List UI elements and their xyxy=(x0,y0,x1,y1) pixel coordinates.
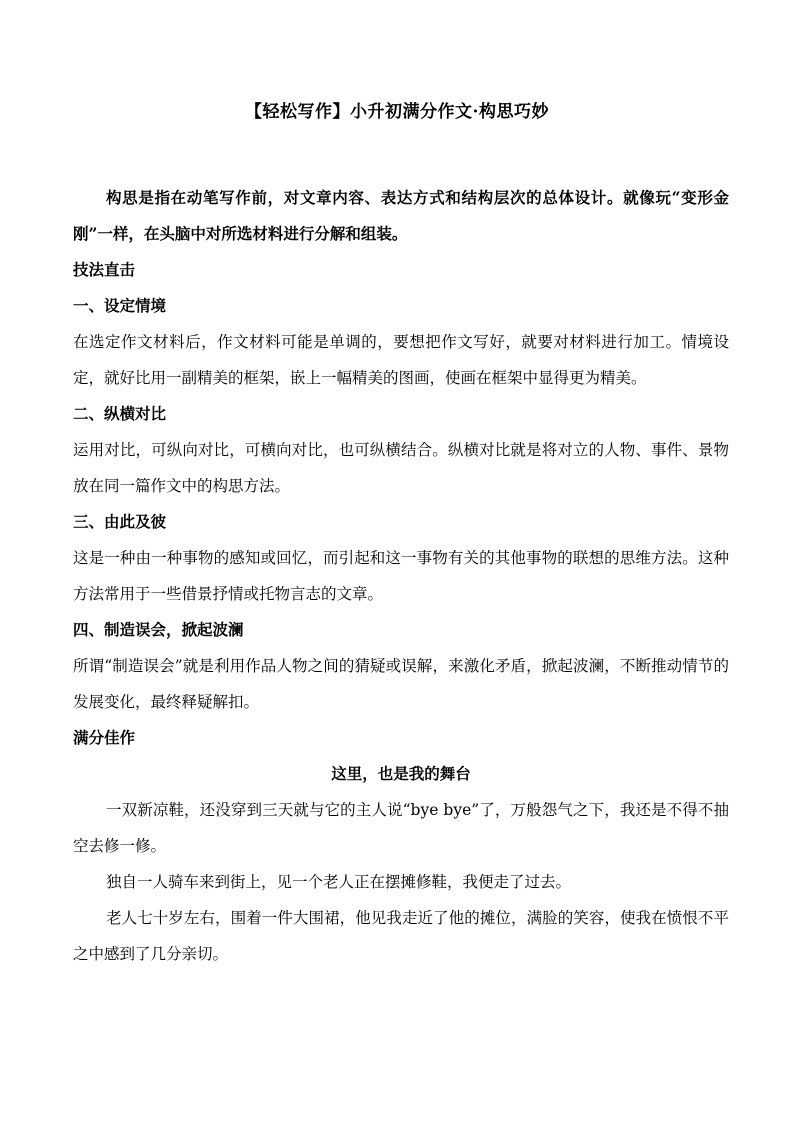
section-heading-techniques: 技法直击 xyxy=(73,260,136,279)
technique-heading-4: 四、制造误会，掀起波澜 xyxy=(73,620,244,639)
technique-heading-2: 二、纵横对比 xyxy=(73,404,167,423)
section-heading-essay: 满分佳作 xyxy=(73,728,136,747)
technique-body-1: 在选定作文材料后，作文材料可能是单调的，要想把作文写好，就要对材料进行加工。情境设定，就好比用一副精美的框架，嵌上一幅精美的图画，使画在框架中显得更为精美。 xyxy=(73,333,729,387)
essay-paragraph: 老人七十岁左右，围着一件大围裙，他见我走近了他的摊位，满脸的笑容，使我在愤恨不平之中感到了几分亲切。 xyxy=(73,909,729,963)
essay-paragraph: 独自一人骑车来到街上，见一个老人正在摆摊修鞋，我便走了过去。 xyxy=(106,873,572,891)
technique-body-2: 运用对比，可纵向对比，可横向对比，也可纵横结合。纵横对比就是将对立的人物、事件、景物放在同一篇作文中的构思方法。 xyxy=(73,441,729,495)
technique-heading-1: 一、设定情境 xyxy=(73,296,167,315)
intro-paragraph: 构思是指在动笔写作前，对文章内容、表达方式和结构层次的总体设计。就像玩“变形金刚”一样，在头脑中对所选材料进行分解和组装。 xyxy=(73,188,729,243)
essay-paragraph: 一双新凉鞋，还没穿到三天就与它的主人说“bye bye”了，万般怨气之下，我还是不得不抽空去修一修。 xyxy=(73,801,729,855)
document-title: 【轻松写作】小升初满分作文·构思巧妙 xyxy=(245,102,549,122)
technique-heading-3: 三、由此及彼 xyxy=(73,512,167,531)
technique-body-4: 所谓“制造误会”就是利用作品人物之间的猜疑或误解，来激化矛盾，掀起波澜，不断推动情节的发展变化，最终释疑解扣。 xyxy=(73,657,729,711)
essay-title: 这里，也是我的舞台 xyxy=(331,764,471,783)
technique-body-3: 这是一种由一种事物的感知或回忆，而引起和这一事物有关的其他事物的联想的思维方法。这种方法常用于一些借景抒情或托物言志的文章。 xyxy=(73,549,729,603)
document-body xyxy=(73,180,729,972)
